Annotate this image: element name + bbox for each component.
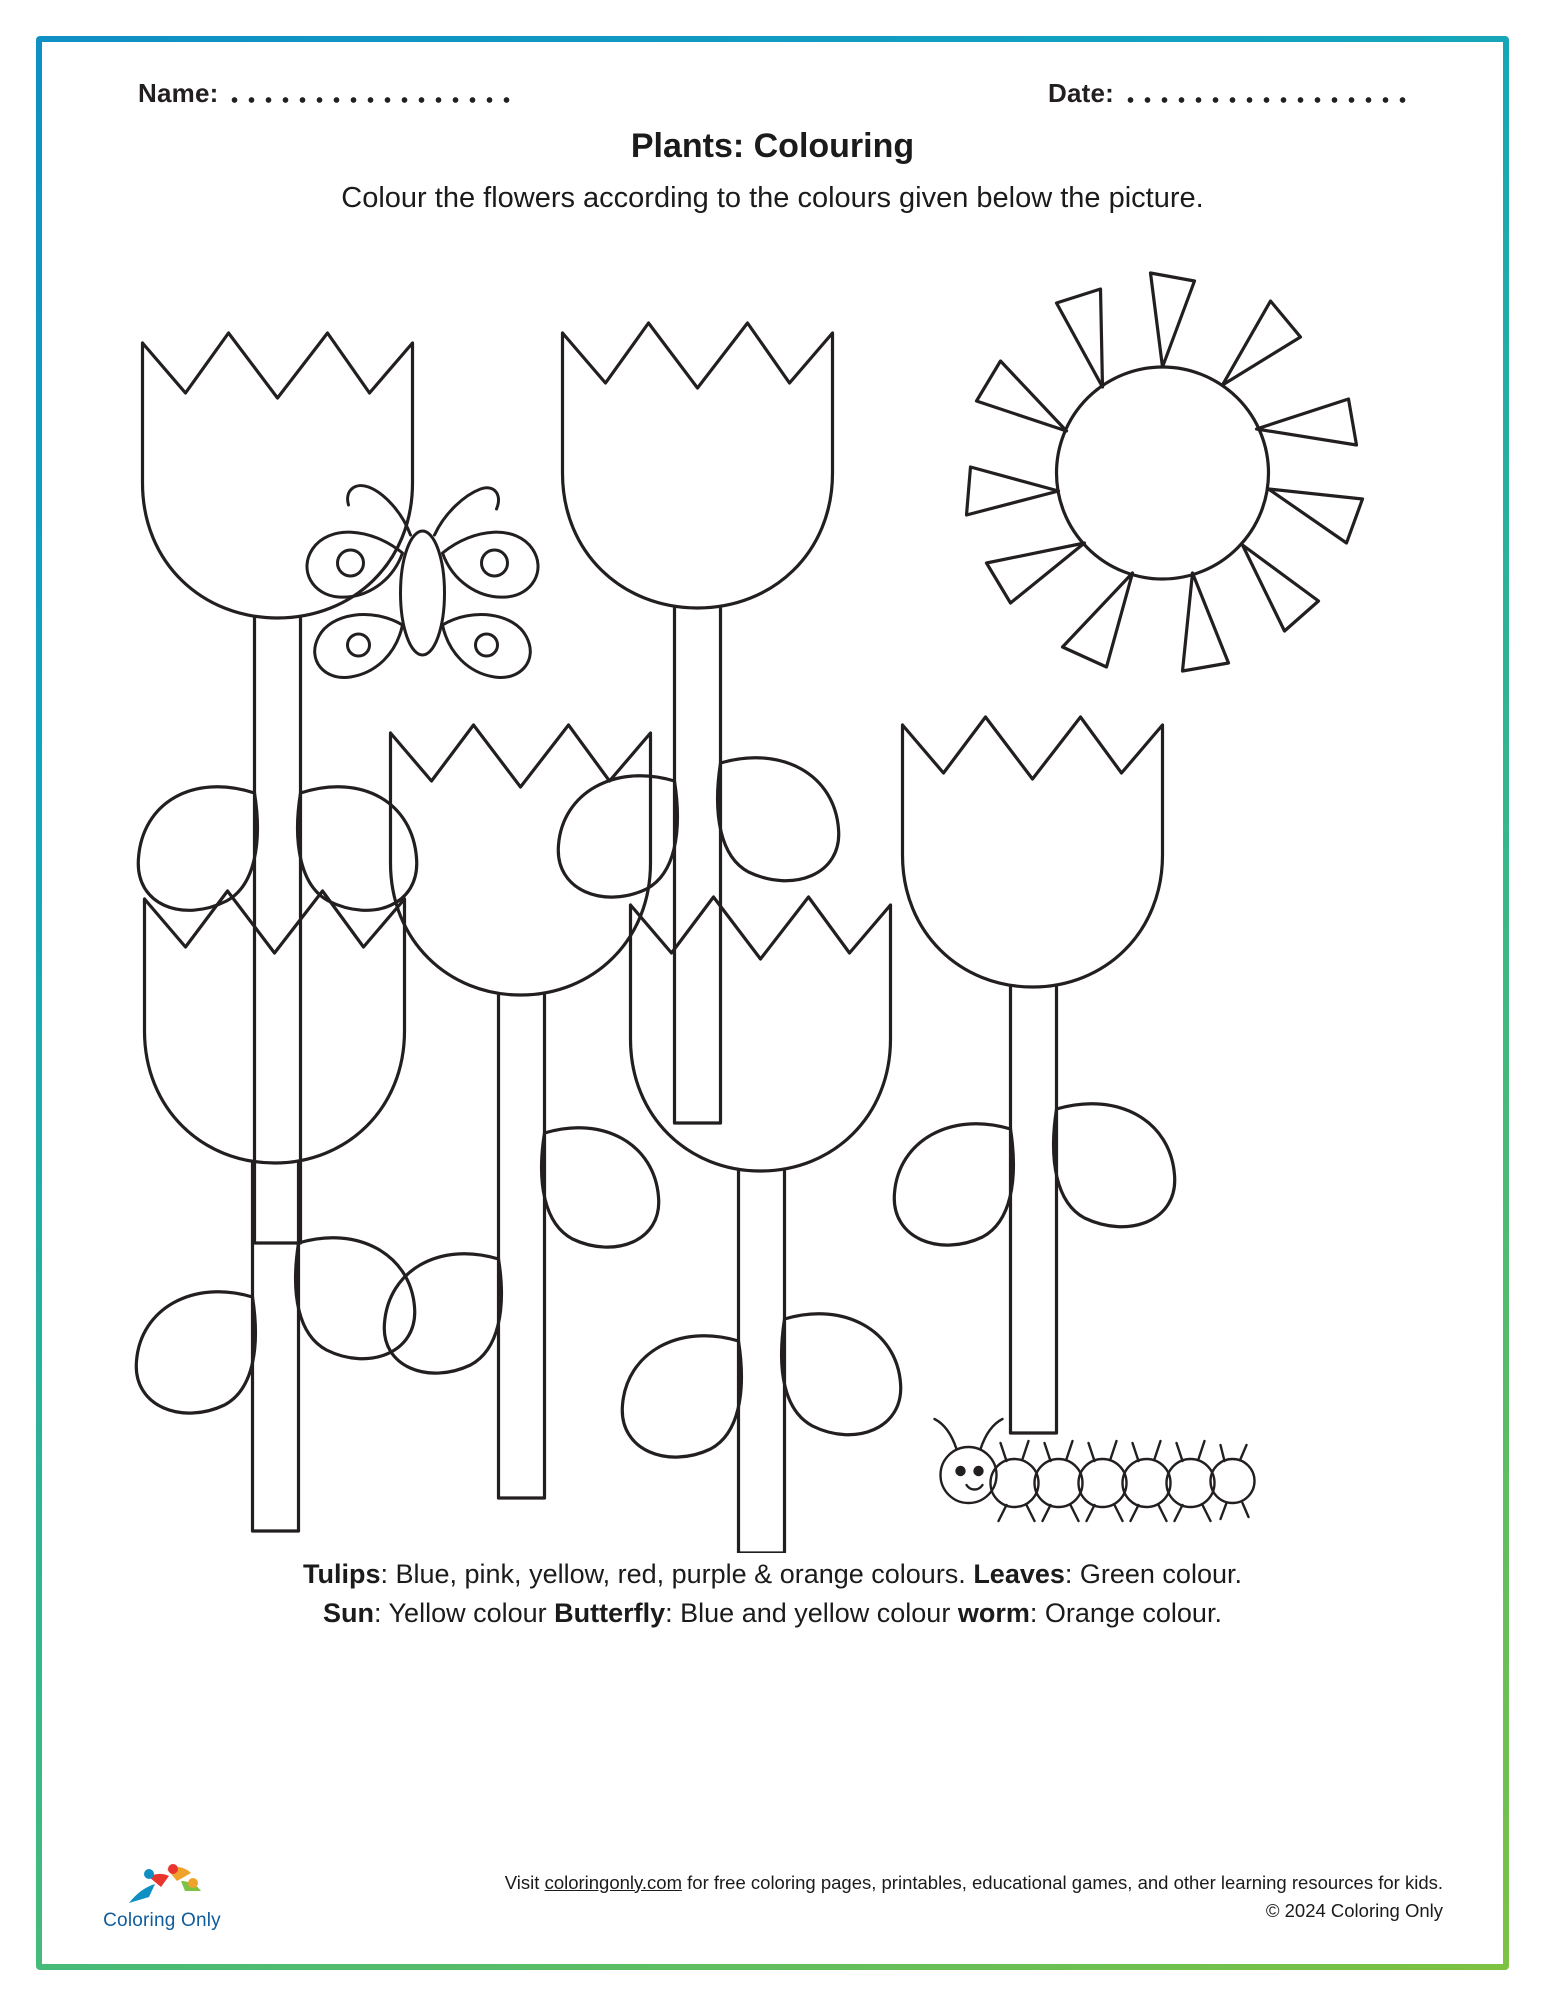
- legend-sun-text: : Yellow colour: [374, 1598, 555, 1629]
- date-dotted-line[interactable]: [1122, 85, 1407, 105]
- footer-copyright: © 2024 Coloring Only: [1265, 1899, 1443, 1921]
- footer-text: [244, 1869, 1447, 1925]
- coloring-only-logo[interactable]: [98, 1863, 226, 1930]
- legend-worm-text: : Orange colour.: [1029, 1598, 1222, 1629]
- footer-visit-prefix: Visit: [504, 1871, 545, 1893]
- name-label: Name:: [138, 78, 219, 108]
- name-dotted-line[interactable]: [226, 85, 516, 105]
- legend-worm-label: worm: [957, 1598, 1030, 1629]
- sun: [967, 273, 1363, 671]
- legend-tulips-text: : Blue, pink, yellow, red, purple & orange colours.: [380, 1559, 974, 1590]
- tulip-middle-center: [384, 725, 658, 1498]
- logo-people-icon: [119, 1863, 205, 1907]
- legend-sun-label: Sun: [323, 1598, 375, 1629]
- legend-tulips-label: Tulips: [302, 1559, 381, 1590]
- logo-text: Coloring Only: [103, 1910, 221, 1931]
- coloring-artwork: [94, 233, 1451, 1553]
- worksheet-content: [42, 42, 1503, 1964]
- footer-visit-suffix: for free coloring pages, printables, educational games, and other learning resources for kids.: [682, 1871, 1443, 1893]
- tulip-top-middle: [558, 323, 838, 1123]
- name-date-row: [94, 70, 1451, 109]
- colour-legend: [94, 1555, 1451, 1633]
- legend-leaves-text: : Green colour.: [1064, 1559, 1242, 1590]
- footer: [42, 1863, 1503, 1930]
- butterfly: [307, 486, 538, 678]
- legend-butterfly-label: Butterfly: [554, 1598, 666, 1629]
- tulip-bottom-center: [622, 897, 900, 1553]
- worm: [935, 1419, 1255, 1521]
- tulip-top-left: [138, 333, 416, 1243]
- worksheet-border: [36, 36, 1509, 1970]
- legend-leaves-label: Leaves: [973, 1559, 1065, 1590]
- instructions: Colour the flowers according to the colours given below the picture.: [341, 182, 1204, 214]
- coloringonly-link[interactable]: coloringonly.com: [544, 1871, 683, 1893]
- legend-butterfly-text: : Blue and yellow colour: [665, 1598, 958, 1629]
- name-field[interactable]: [138, 78, 516, 109]
- tulip-right: [894, 717, 1174, 1433]
- tulip-bottom-left: [136, 891, 414, 1531]
- legend-line-1: [94, 1555, 1451, 1594]
- date-label: Date:: [1047, 78, 1114, 108]
- page-title: Plants: Colouring: [630, 127, 915, 165]
- legend-line-2: [94, 1594, 1451, 1633]
- date-field[interactable]: [1048, 78, 1407, 109]
